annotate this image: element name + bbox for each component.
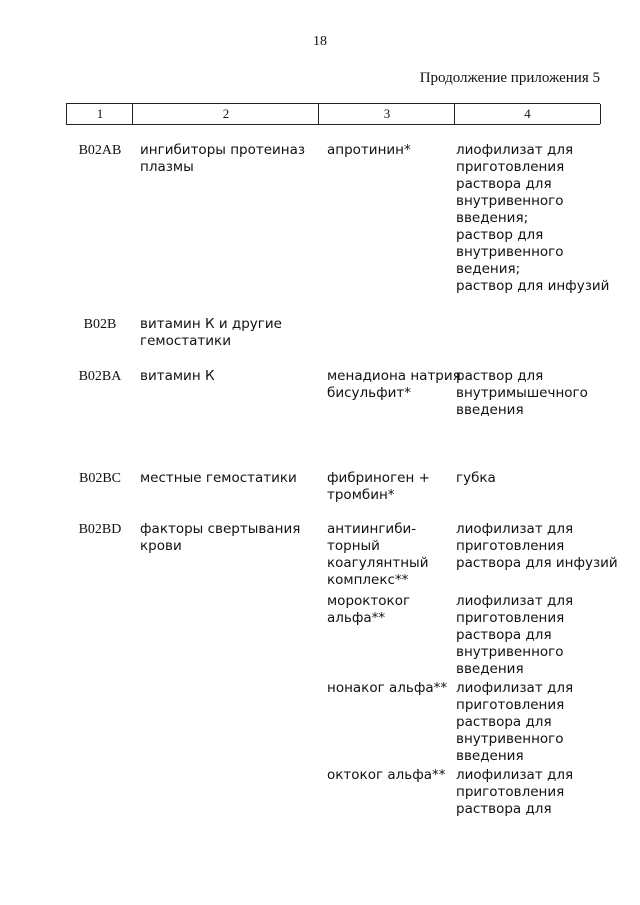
atc-code: B02AB — [78, 143, 122, 158]
group-name: витамин К и другие гемостатики — [140, 316, 282, 349]
dosage-form: губка — [456, 470, 496, 486]
table-header-row — [66, 103, 600, 125]
group-name: витамин К — [140, 368, 215, 384]
atc-code: B02B — [83, 317, 117, 332]
drug-name: мороктоког альфа** — [327, 593, 411, 626]
header-col-4: 4 — [454, 104, 601, 124]
dosage-form: раствор для внутримышечного введения — [456, 368, 588, 418]
group-name: ингибиторы протеиназ плазмы — [140, 142, 306, 175]
atc-code: B02BC — [78, 471, 121, 486]
dosage-form: лиофилизат для приготовления раствора для инфузий — [456, 521, 618, 571]
drug-name: антиингиби- торный коагулянтный комплекс** — [327, 521, 429, 588]
dosage-form: лиофилизат для приготовления раствора для — [456, 767, 574, 817]
drug-name: нонаког альфа** — [327, 680, 448, 696]
atc-code: B02BD — [78, 522, 122, 537]
drug-name: октоког альфа** — [327, 767, 446, 783]
group-name: местные гемостатики — [140, 470, 297, 486]
continuation-label: Продолжение приложения 5 — [419, 70, 600, 86]
atc-code: B02BA — [78, 369, 122, 384]
dosage-form: лиофилизат для приготовления раствора для внутривенного введения — [456, 680, 574, 764]
header-col-1: 1 — [66, 104, 133, 124]
drug-name: менадиона натрия бисульфит* — [327, 368, 461, 401]
header-col-3: 3 — [318, 104, 455, 124]
header-col-2: 2 — [132, 104, 319, 124]
dosage-form: лиофилизат для приготовления раствора для внутривенного введения; раствор для внутривенного ведения; раствор для инфузий — [456, 142, 610, 294]
group-name: факторы свертывания крови — [140, 521, 301, 554]
page-number: 18 — [313, 34, 327, 49]
dosage-form: лиофилизат для приготовления раствора для внутривенного введения — [456, 593, 574, 677]
drug-name: фибриноген + тромбин* — [327, 470, 430, 503]
drug-name: апротинин* — [327, 142, 411, 158]
